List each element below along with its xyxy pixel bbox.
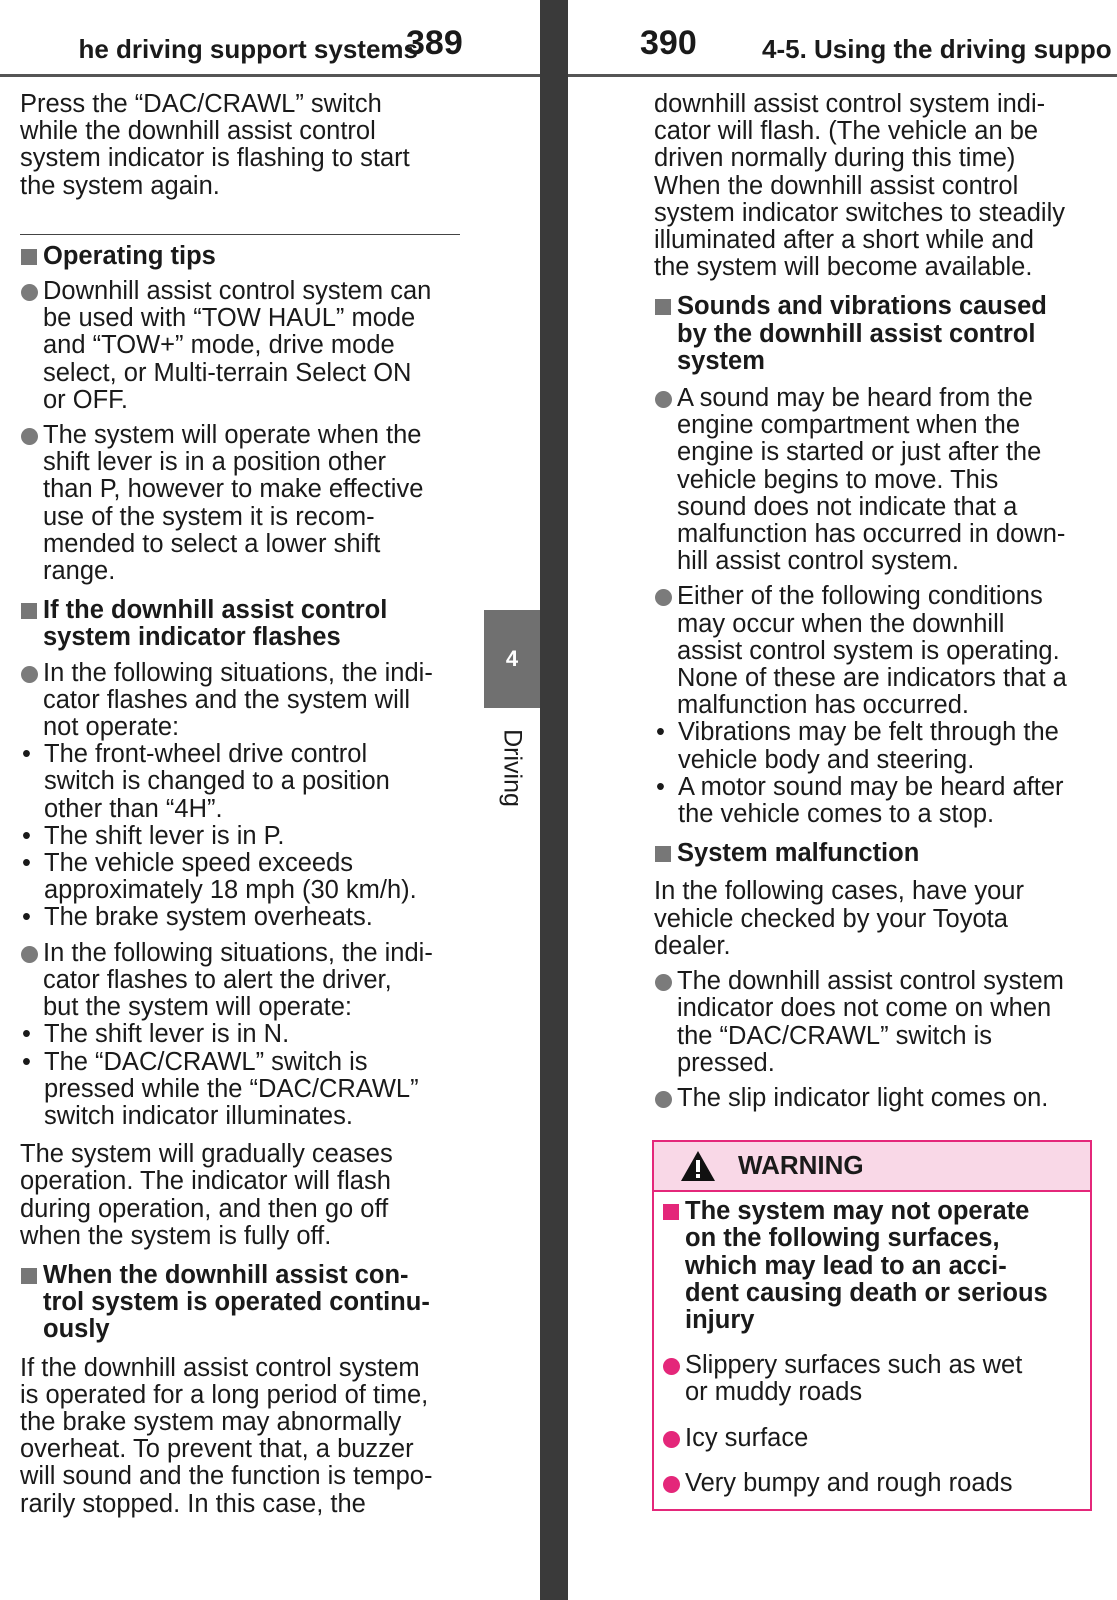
warning-heading <box>662 1198 1080 1334</box>
bullet-text: Vibrations may be felt through the vehicle body and steering. <box>678 718 1059 774</box>
warning-box <box>652 1140 1092 1511</box>
warning-item <box>662 1470 1080 1497</box>
operating-tip-item <box>20 278 460 414</box>
sounds-vibrations-title: Sounds and vibrations caused by the downhill assist control system <box>677 292 1047 375</box>
gradual-cease-paragraph: The system will gradually ceases operation. The indicator will flash during operation, and then go off when the system is fully off. <box>20 1140 393 1250</box>
right-page-number: 390 <box>640 24 697 62</box>
bullet-dot-icon: • <box>22 740 31 769</box>
sounds-bullet-list <box>654 719 1104 828</box>
left-page-header <box>0 0 540 77</box>
system-malfunction-title: System malfunction <box>677 839 920 868</box>
warning-header <box>654 1142 1090 1192</box>
circle-bullet-icon <box>655 1091 672 1108</box>
continuous-operation-text: If the downhill assist control system is operated for a long period of time, the brake system may abnormally overheat. To prevent that, a buzzer will sound and the function is tempo- rarily stopped. In this case, the <box>20 1353 433 1518</box>
bullet-text: The brake system overheats. <box>44 903 373 932</box>
sounds-item <box>654 385 1104 575</box>
operating-tip-text: Downhill assist control system can be used with “TOW HAUL” mode and “TOW+” mode, drive mode select, or Multi-terrain Select ON or OFF. <box>43 277 432 414</box>
square-bullet-icon <box>663 1204 679 1220</box>
bullet-item <box>654 719 1104 773</box>
page-gutter <box>540 0 568 1600</box>
sounds-item-text: A sound may be heard from the engine compartment when the engine is started or just after the vehicle begins to move. This sound does not indicate that a malfunction has occurred in down- hill assist control system. <box>677 384 1066 576</box>
bullet-dot-icon: • <box>22 849 31 878</box>
bullet-item <box>20 741 460 823</box>
flash-bullet-list-1 <box>20 741 460 931</box>
bullet-item <box>20 823 460 850</box>
bullet-dot-icon: • <box>656 718 665 747</box>
operating-tip-item <box>20 422 460 585</box>
warning-item-text: Very bumpy and rough roads <box>685 1468 1013 1497</box>
bullet-text: The “DAC/CRAWL” switch is pressed while the “DAC/CRAWL” switch indicator illuminates. <box>44 1047 419 1130</box>
bullet-text: The vehicle speed exceeds approximately 18 mph (30 km/h). <box>44 849 417 905</box>
right-content <box>654 90 1104 1511</box>
chapter-tab-number: 4 <box>484 610 540 708</box>
bullet-text: A motor sound may be heard after the vehicle comes to a stop. <box>678 772 1064 829</box>
flash-situation-item <box>20 660 460 742</box>
circle-bullet-icon <box>663 1358 680 1375</box>
section-divider <box>20 234 460 235</box>
square-bullet-icon <box>655 299 671 315</box>
left-header-section-title: he driving support systems <box>78 34 418 64</box>
circle-bullet-icon <box>655 589 672 606</box>
sounds-vibrations-heading <box>654 293 1104 375</box>
square-bullet-icon <box>21 249 37 265</box>
bullet-dot-icon: • <box>22 1020 31 1049</box>
bullet-text: The shift lever is in N. <box>44 1020 290 1049</box>
indicator-flashes-title: If the downhill assist control system indicator flashes <box>43 596 388 652</box>
left-page-number: 389 <box>406 24 463 62</box>
circle-bullet-icon <box>663 1431 680 1448</box>
bullet-item <box>20 904 460 931</box>
square-bullet-icon <box>21 1268 37 1284</box>
intro-paragraph: Press the “DAC/CRAWL” switch while the downhill assist control system indicator is flashing to start the system again. <box>20 90 410 200</box>
circle-bullet-icon <box>21 666 38 683</box>
circle-bullet-icon <box>21 428 38 445</box>
warning-item-text: Icy surface <box>685 1423 809 1452</box>
right-header-section-title: 4-5. Using the driving suppo <box>762 34 1112 64</box>
operating-tip-text: The system will operate when the shift lever is in a position other than P, however to make effective use of the system it is recom- mended to select a lower shift range. <box>43 421 424 586</box>
circle-bullet-icon <box>21 284 38 301</box>
continuous-operation-title: When the downhill assist con- trol system is operated continu- ously <box>43 1260 430 1344</box>
flash-situation-item <box>20 940 460 1022</box>
operating-tips-heading <box>20 243 460 270</box>
bullet-text: The shift lever is in P. <box>44 821 285 850</box>
warning-title: WARNING <box>738 1150 864 1181</box>
bullet-item <box>20 1049 460 1131</box>
warning-body <box>654 1192 1090 1497</box>
flash-situation-text: In the following situations, the indi- cator flashes to alert the driver, but the system will operate: <box>43 938 433 1022</box>
flash-bullet-list-2 <box>20 1021 460 1130</box>
malfunction-paragraph: In the following cases, have your vehicle checked by your Toyota dealer. <box>654 877 1024 960</box>
left-content <box>20 90 460 1518</box>
bullet-item <box>20 1021 460 1048</box>
right-page <box>568 0 1117 1600</box>
circle-bullet-icon <box>663 1476 680 1493</box>
warning-item-text: Slippery surfaces such as wet or muddy roads <box>685 1351 1023 1407</box>
bullet-dot-icon: • <box>22 821 31 850</box>
warning-item <box>662 1352 1080 1406</box>
warning-triangle-icon <box>680 1150 716 1182</box>
circle-bullet-icon <box>655 391 672 408</box>
bullet-dot-icon: • <box>22 1047 31 1076</box>
sounds-item <box>654 583 1104 719</box>
bullet-text: The front-wheel drive control switch is changed to a position other than “4H”. <box>44 740 390 823</box>
bullet-dot-icon: • <box>656 772 665 801</box>
malfunction-item-text: The slip indicator light comes on. <box>677 1083 1049 1112</box>
bullet-item <box>654 774 1104 828</box>
system-malfunction-heading <box>654 840 1104 867</box>
operating-tips-title: Operating tips <box>43 241 216 270</box>
bullet-item <box>20 850 460 904</box>
flash-situation-text: In the following situations, the indi- cator flashes and the system will not operate: <box>43 658 433 742</box>
warning-heading-text: The system may not operate on the following surfaces, which may lead to an acci- dent causing death or serious injury <box>685 1197 1048 1334</box>
square-bullet-icon <box>655 846 671 862</box>
sounds-item-text: Either of the following conditions may occur when the downhill assist control system is operating. None of these are indicators that a malfunction has occurred. <box>677 582 1067 720</box>
left-page <box>0 0 540 1600</box>
warning-item <box>662 1425 1080 1452</box>
right-page-header <box>568 0 1117 77</box>
bullet-dot-icon: • <box>22 903 31 932</box>
continued-paragraph: downhill assist control system indi- cator will flash. (The vehicle an be driven normally during this time) When the downhill assist control system indicator switches to steadily illuminated after a short while and the system will become available. <box>654 90 1065 282</box>
indicator-flashes-heading <box>20 597 460 651</box>
malfunction-item <box>654 1085 1104 1112</box>
circle-bullet-icon <box>655 974 672 991</box>
chapter-tab-label: Driving <box>498 729 527 807</box>
circle-bullet-icon <box>21 946 38 963</box>
malfunction-item-text: The downhill assist control system indicator does not come on when the “DAC/CRAWL” switch is pressed. <box>677 967 1064 1077</box>
square-bullet-icon <box>21 603 37 619</box>
continuous-operation-heading <box>20 1262 460 1344</box>
malfunction-item <box>654 968 1104 1077</box>
